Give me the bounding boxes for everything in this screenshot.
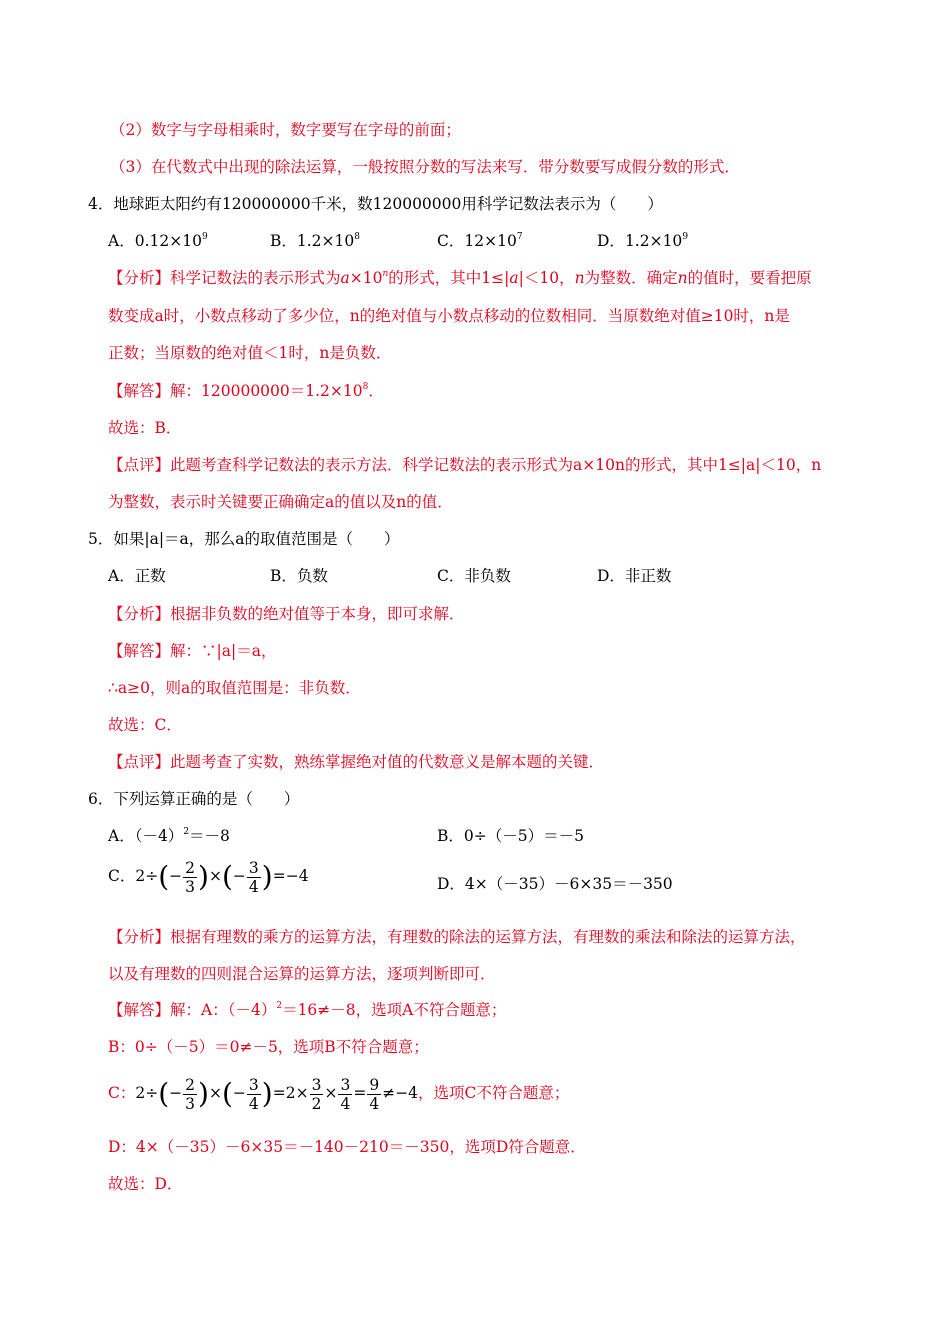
fraction-3-4: $\frac{3}{4}$ [248,858,259,896]
q6-option-c: C．2÷(− $\frac{2}{3}$ )×(− $\frac{3}{4}$ )=−4 [108,858,309,896]
q4-option-c: C．$12\times 10^7$ [437,232,523,250]
q4-choose: 故选：B． [108,419,182,437]
q6-answer-a: 【解答】解：A：$(-4)^2=16\ne-8$，选项A不符合题意； [108,1001,507,1019]
q5-option-d: D．非正数 [597,567,672,585]
q6-answer-c: C：2÷(− $\frac{2}{3}$ )×(− $\frac{3}{4}$ )=2× $\frac{3}{2}$ × $\frac{3}{4}$ = $\frac{9}{4}$ ≠−4，选项C不符合题意； [108,1075,570,1113]
q5-answer-line2: ∴a≥0，则a的取值范围是：非负数． [108,679,361,697]
q4-comment-line1: 【点评】此题考查科学记数法的表示方法．科学记数法的表示形式为a×10n的形式，其中1≤|a|＜10，n [108,456,822,474]
q5-choose: 故选：C． [108,716,182,734]
q4-comment-line2: 为整数，表示时关键要正确确定a的值以及n的值． [108,493,453,511]
q4-option-b: B．$1.2\times 10^8$ [270,232,360,250]
q4-option-d: D．$1.2\times 10^9$ [597,232,689,250]
q5-option-c: C．非负数 [437,567,511,585]
q4-analysis-line1: 【分析】科学记数法的表示形式为$a\times 10^n$的形式，其中1≤|a|＜10，n为整数．确定n的值时，要看把原 [108,269,812,287]
q6-stem: 6．下列运算正确的是（ ） [88,790,300,808]
fraction-2-3: $\frac{2}{3}$ [185,858,196,896]
q5-answer: 【解答】解：∵|a|＝a， [108,642,277,660]
q6-answer-b: B：0÷（－5）＝0≠－5，选项B不符合题意； [108,1038,429,1056]
q6-analysis-line2: 以及有理数的四则混合运算的运算方法，逐项判断即可． [108,965,496,983]
note-3: （3）在代数式中出现的除法运算，一般按照分数的写法来写．带分数要写成假分数的形式． [110,158,740,176]
q5-stem: 5．如果|a|＝a，那么a的取值范围是（ ） [88,530,400,548]
q6-choose: 故选：D． [108,1175,183,1193]
q6-analysis-line1: 【分析】根据有理数的乘方的运算方法，有理数的除法的运算方法，有理数的乘法和除法的运算方法， [108,928,806,946]
q4-analysis-line3: 正数；当原数的绝对值＜1时，n是负数． [108,344,392,362]
q5-option-a: A．正数 [108,567,166,585]
q6-answer-d: D：4×（－35）－6×35＝－140－210＝－350，选项D符合题意． [108,1138,586,1156]
q4-stem: 4．地球距太阳约有120000000千米，数120000000用科学记数法表示为（ ） [88,195,663,213]
q5-option-b: B．负数 [270,567,328,585]
q4-analysis-line2: 数变成a时，小数点移动了多少位，n的绝对值与小数点移动的位数相同．当原数绝对值≥10时，n是 [108,307,790,325]
q5-comment: 【点评】此题考查了实数，熟练掌握绝对值的代数意义是解本题的关键． [108,753,605,771]
note-2: （2）数字与字母相乘时，数字要写在字母的前面； [110,121,461,139]
q6-option-b: B．0÷（－5）＝－5 [437,827,584,845]
q5-analysis: 【分析】根据非负数的绝对值等于本身，即可求解． [108,605,465,623]
q6-option-d: D．4×（－35）－6×35＝－350 [437,875,673,893]
q4-answer: 【解答】解：$120000000=1.2\times 10^8$． [108,382,384,400]
q4-option-a: A．$0.12\times 10^9$ [108,232,208,250]
q6-option-a: A．$(-4)^2=-8$ [108,827,230,845]
